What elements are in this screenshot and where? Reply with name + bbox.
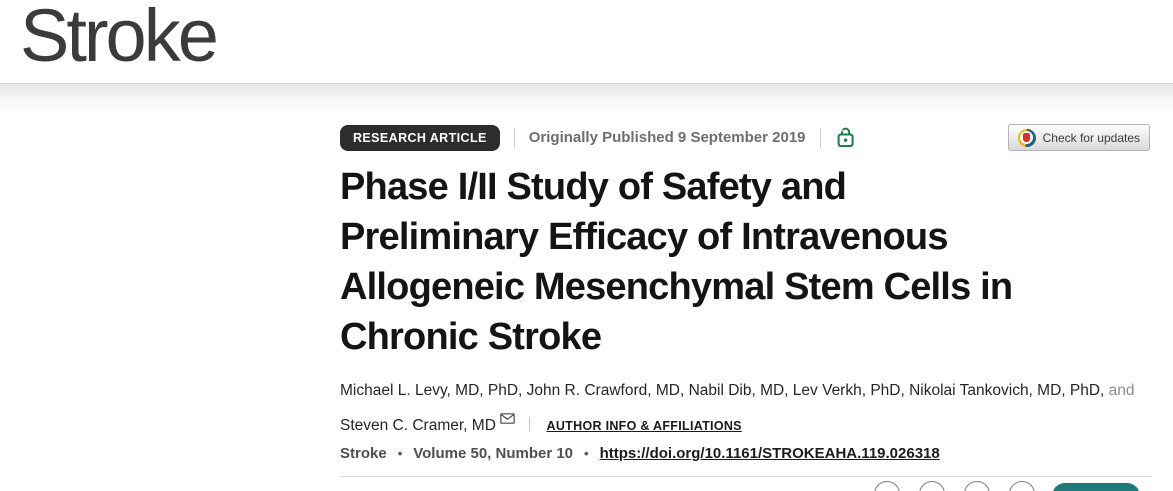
title-line: Chronic Stroke [340, 316, 602, 358]
divider [820, 128, 821, 148]
check-updates-label: Check for updates [1042, 130, 1140, 145]
journal-name: Stroke [340, 445, 387, 462]
doi-link[interactable]: https://doi.org/10.1161/STROKEAHA.119.026318 [599, 445, 940, 462]
share-action-button-1[interactable] [874, 481, 900, 491]
title-line: Allogeneic Mesenchymal Stem Cells in [340, 266, 1013, 308]
crossmark-icon [1018, 129, 1036, 147]
share-action-button-2[interactable] [919, 481, 945, 491]
author-last[interactable]: Steven C. Cramer, MD [340, 416, 496, 434]
bullet-separator: • [397, 446, 403, 461]
published-date: Originally Published 9 September 2019 [528, 129, 806, 146]
email-icon[interactable] [500, 406, 515, 435]
title-line: Phase I/II Study of Safety and [340, 166, 847, 208]
open-access-lock-icon [835, 125, 856, 150]
share-action-button-4[interactable] [1009, 481, 1035, 491]
divider [529, 417, 530, 432]
check-for-updates-button[interactable] [1008, 124, 1150, 151]
journal-logo[interactable]: Stroke [20, 0, 216, 77]
research-article-badge: RESEARCH ARTICLE [340, 125, 500, 151]
site-header [0, 0, 1173, 83]
section-divider [340, 476, 1152, 477]
article-actions-row [340, 481, 1152, 491]
volume-number: Volume 50, Number 10 [413, 445, 574, 462]
primary-action-button[interactable] [1052, 483, 1140, 491]
header-shadow-band [0, 83, 1173, 115]
article-meta-row [340, 124, 1150, 151]
authors-main[interactable]: Michael L. Levy, MD, PhD, John R. Crawford, MD, Nabil Dib, MD, Lev Verkh, PhD, Nikolai Tankovich, MD, PhD, [340, 382, 1105, 399]
authors-conjunction: and [1108, 382, 1135, 399]
divider [514, 128, 515, 148]
article-title [340, 162, 1160, 362]
bullet-separator: • [584, 446, 589, 461]
journal-citation-line [340, 445, 1150, 462]
author-list [340, 377, 1155, 440]
author-info-affiliations-link[interactable]: AUTHOR INFO & AFFILIATIONS [546, 418, 742, 433]
title-line: Preliminary Efficacy of Intravenous [340, 216, 948, 258]
share-action-button-3[interactable] [964, 481, 990, 491]
